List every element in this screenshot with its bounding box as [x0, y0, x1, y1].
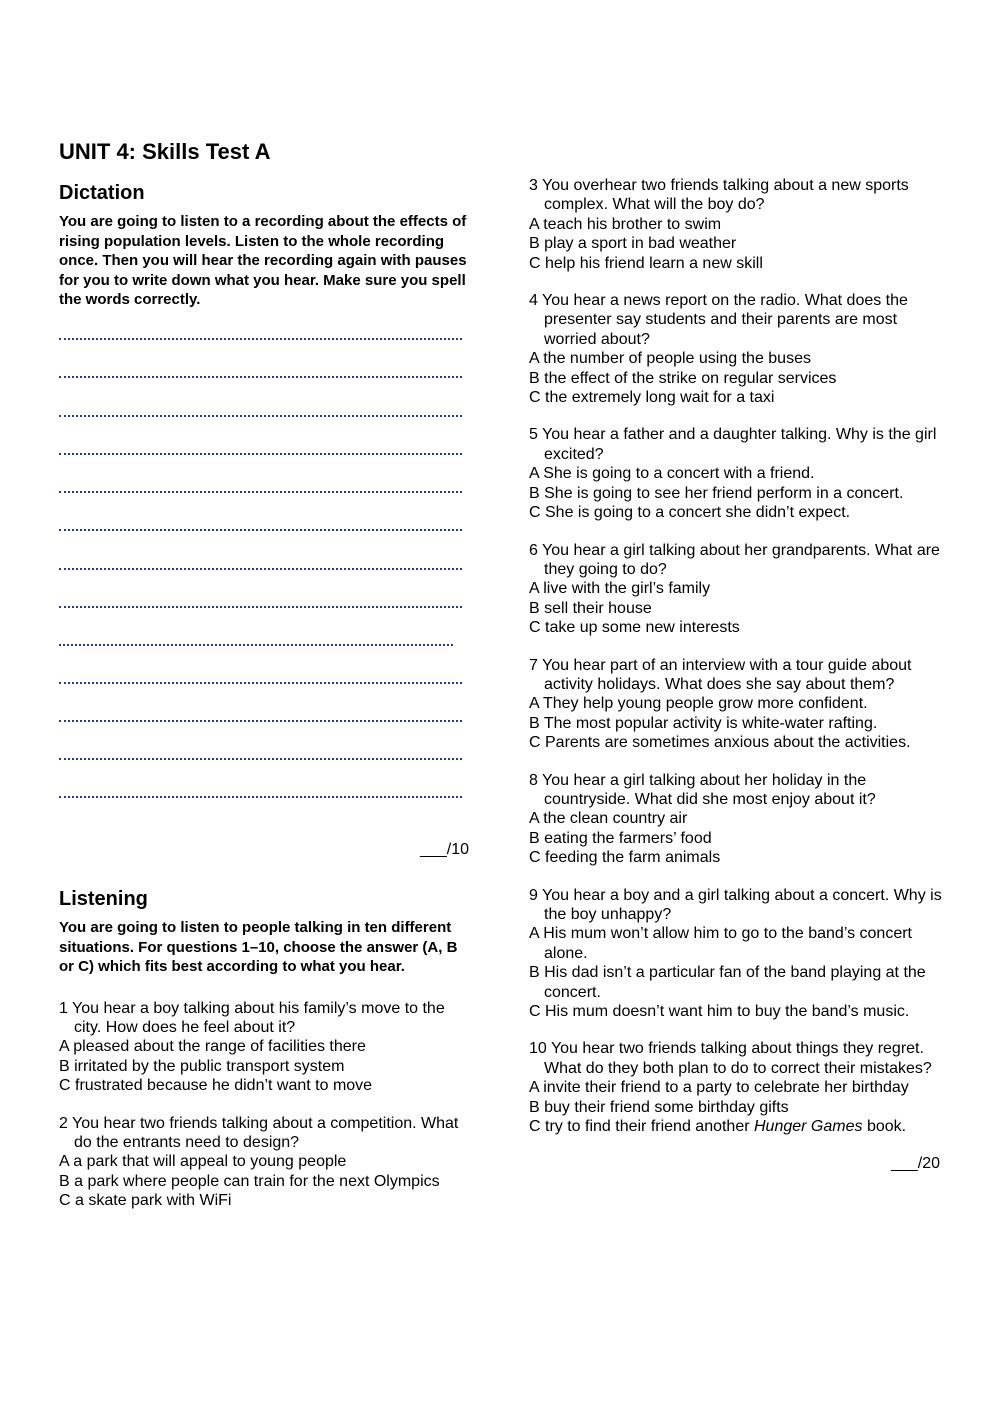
question-2: [59, 1114, 471, 1211]
option-c[interactable]: C His mum doesn’t want him to buy the band’s music.: [529, 1003, 910, 1021]
option-a[interactable]: A live with the girl’s family: [529, 580, 711, 598]
option-a[interactable]: A She is going to a concert with a friend.: [529, 465, 815, 483]
answer-line[interactable]: [59, 376, 462, 378]
option-c[interactable]: C a skate park with WiFi: [59, 1192, 232, 1210]
option-b[interactable]: B play a sport in bad weather: [529, 235, 737, 253]
option-c[interactable]: C Parents are sometimes anxious about the activities.: [529, 734, 911, 752]
question-10: [529, 1039, 949, 1136]
option-a[interactable]: A the number of people using the buses: [529, 350, 811, 368]
answer-line[interactable]: [59, 568, 462, 570]
right-column: [529, 176, 949, 1174]
option-c[interactable]: [529, 1117, 949, 1136]
question-stem: 7 You hear part of an interview with a tour guide about activity holidays. What does she say about them?: [529, 656, 912, 693]
answer-line[interactable]: [59, 682, 462, 684]
answer-line[interactable]: [59, 644, 453, 646]
option-c-text: C try to find their friend another: [529, 1118, 754, 1136]
option-b[interactable]: B irritated by the public transport system: [59, 1057, 345, 1075]
answer-line[interactable]: [59, 529, 462, 531]
option-b[interactable]: B His dad isn’t a particular fan of the band playing at the concert.: [529, 964, 926, 1001]
option-b[interactable]: B The most popular activity is white-water rafting.: [529, 714, 878, 732]
question-1: [59, 999, 471, 1096]
option-b[interactable]: B sell their house: [529, 599, 652, 617]
left-column: [59, 180, 471, 1210]
answer-line[interactable]: [59, 453, 462, 455]
question-stem: 4 You hear a news report on the radio. What does the presenter say students and their parents are most worried about?: [529, 292, 908, 348]
question-stem: 2 You hear two friends talking about a competition. What do the entrants need to design?: [59, 1114, 459, 1151]
option-b[interactable]: B a park where people can train for the next Olympics: [59, 1172, 440, 1190]
option-c-suffix: book.: [862, 1118, 907, 1136]
question-4: [529, 291, 949, 407]
option-a[interactable]: A pleased about the range of facilities there: [59, 1038, 366, 1056]
option-c[interactable]: C She is going to a concert she didn’t expect.: [529, 504, 851, 522]
answer-line[interactable]: [59, 415, 462, 417]
question-7: [529, 656, 949, 753]
listening-section: [59, 886, 471, 1229]
option-b[interactable]: B eating the farmers’ food: [529, 829, 712, 847]
answer-line[interactable]: [59, 606, 462, 608]
option-c[interactable]: C feeding the farm animals: [529, 849, 721, 867]
listening-instructions: You are going to listen to people talking in ten different situations. For questions 1–10, choose the answer (A, B or C) which fits best according to what you hear.: [59, 919, 458, 975]
question-9: [529, 886, 949, 1022]
question-stem: 3 You overhear two friends talking about a new sports complex. What will the boy do?: [529, 177, 909, 214]
book-title: Hunger Games: [754, 1118, 863, 1136]
option-c[interactable]: C the extremely long wait for a taxi: [529, 389, 775, 407]
option-a[interactable]: A teach his brother to swim: [529, 215, 722, 233]
question-stem: 10 You hear two friends talking about things they regret. What do they both plan to do to correct their mistakes?: [529, 1040, 932, 1077]
dictation-score: ___/10: [420, 841, 469, 858]
option-a[interactable]: A the clean country air: [529, 810, 688, 828]
option-a[interactable]: A His mum won’t allow him to go to the band’s concert alone.: [529, 925, 912, 962]
answer-line[interactable]: [59, 338, 462, 340]
option-b[interactable]: B buy their friend some birthday gifts: [529, 1098, 789, 1116]
question-stem: 9 You hear a boy and a girl talking about a concert. Why is the boy unhappy?: [529, 886, 942, 923]
dictation-instructions: You are going to listen to a recording about the effects of rising population levels. Listen to the whole recording once. Then you will hear the recording again with pauses for you to write down what you hear. Make sure you spell the words correctly.: [59, 213, 467, 308]
question-stem: 5 You hear a father and a daughter talking. Why is the girl excited?: [529, 426, 937, 463]
listening-score: ___/20: [891, 1155, 940, 1173]
option-a[interactable]: A a park that will appeal to young people: [59, 1153, 347, 1171]
question-stem: 6 You hear a girl talking about her grandparents. What are they going to do?: [529, 541, 940, 578]
dictation-answer-lines: [59, 338, 471, 808]
option-c[interactable]: C help his friend learn a new skill: [529, 254, 763, 272]
question-6: [529, 541, 949, 638]
question-stem: 8 You hear a girl talking about her holiday in the countryside. What did she most enjoy about it?: [529, 771, 876, 808]
question-8: [529, 771, 949, 868]
answer-line[interactable]: [59, 720, 462, 722]
question-3: [529, 176, 949, 273]
answer-line[interactable]: [59, 758, 462, 760]
answer-line[interactable]: [59, 491, 462, 493]
dictation-heading: Dictation: [59, 182, 145, 204]
question-stem: 1 You hear a boy talking about his family’s move to the city. How does he feel about it?: [59, 999, 445, 1036]
option-a[interactable]: A They help young people grow more confident.: [529, 695, 868, 713]
option-a[interactable]: A invite their friend to a party to celebrate her birthday: [529, 1079, 909, 1097]
answer-line[interactable]: [59, 796, 462, 798]
option-b[interactable]: B the effect of the strike on regular services: [529, 369, 837, 387]
option-c[interactable]: C frustrated because he didn’t want to move: [59, 1077, 373, 1095]
option-c[interactable]: C take up some new interests: [529, 619, 740, 637]
question-5: [529, 425, 949, 522]
option-b[interactable]: B She is going to see her friend perform in a concert.: [529, 484, 904, 502]
listening-heading: Listening: [59, 888, 148, 910]
page-title: UNIT 4: Skills Test A: [59, 139, 271, 164]
